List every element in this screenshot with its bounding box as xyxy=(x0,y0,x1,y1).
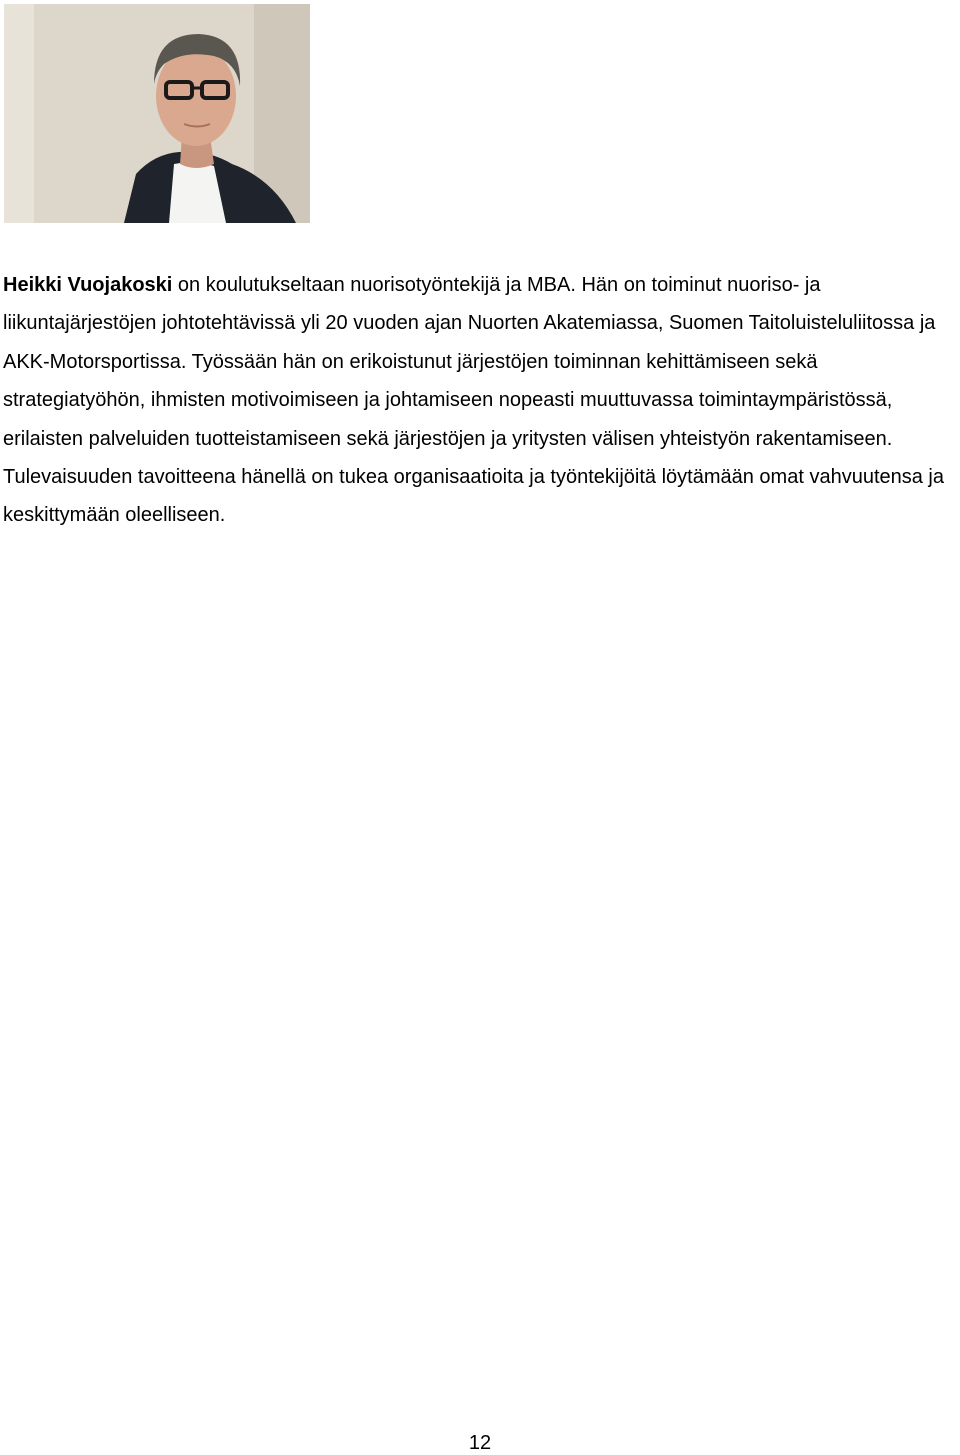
bio-text: on koulutukseltaan nuorisotyöntekijä ja MBA. Hän on toiminut nuoriso- ja liikuntajärjestöjen johtotehtävissä yli 20 vuoden ajan Nuorten Akatemiassa, Suomen Taitoluisteluliitossa ja AKK-Motorsportissa. Työssään hän on erikoistunut järjestöjen toiminnan kehittämiseen sekä strategiatyöhön, ihmisten motivoimiseen ja johtamiseen nopeasti muuttuvassa toimintaympäristössä, erilaisten palveluiden tuotteistamiseen sekä järjestöjen ja yritysten välisen yhteistyön rakentamiseen. Tulevaisuuden tavoitteena hänellä on tukea organisaatioita ja työntekijöitä löytämään omat vahvuutensa ja keskittymään oleelliseen. xyxy=(3,274,944,527)
person-name: Heikki Vuojakoski xyxy=(3,274,173,296)
page-number: 12 xyxy=(468,1432,492,1454)
portrait-photo xyxy=(4,4,310,223)
bio-paragraph xyxy=(3,266,958,535)
